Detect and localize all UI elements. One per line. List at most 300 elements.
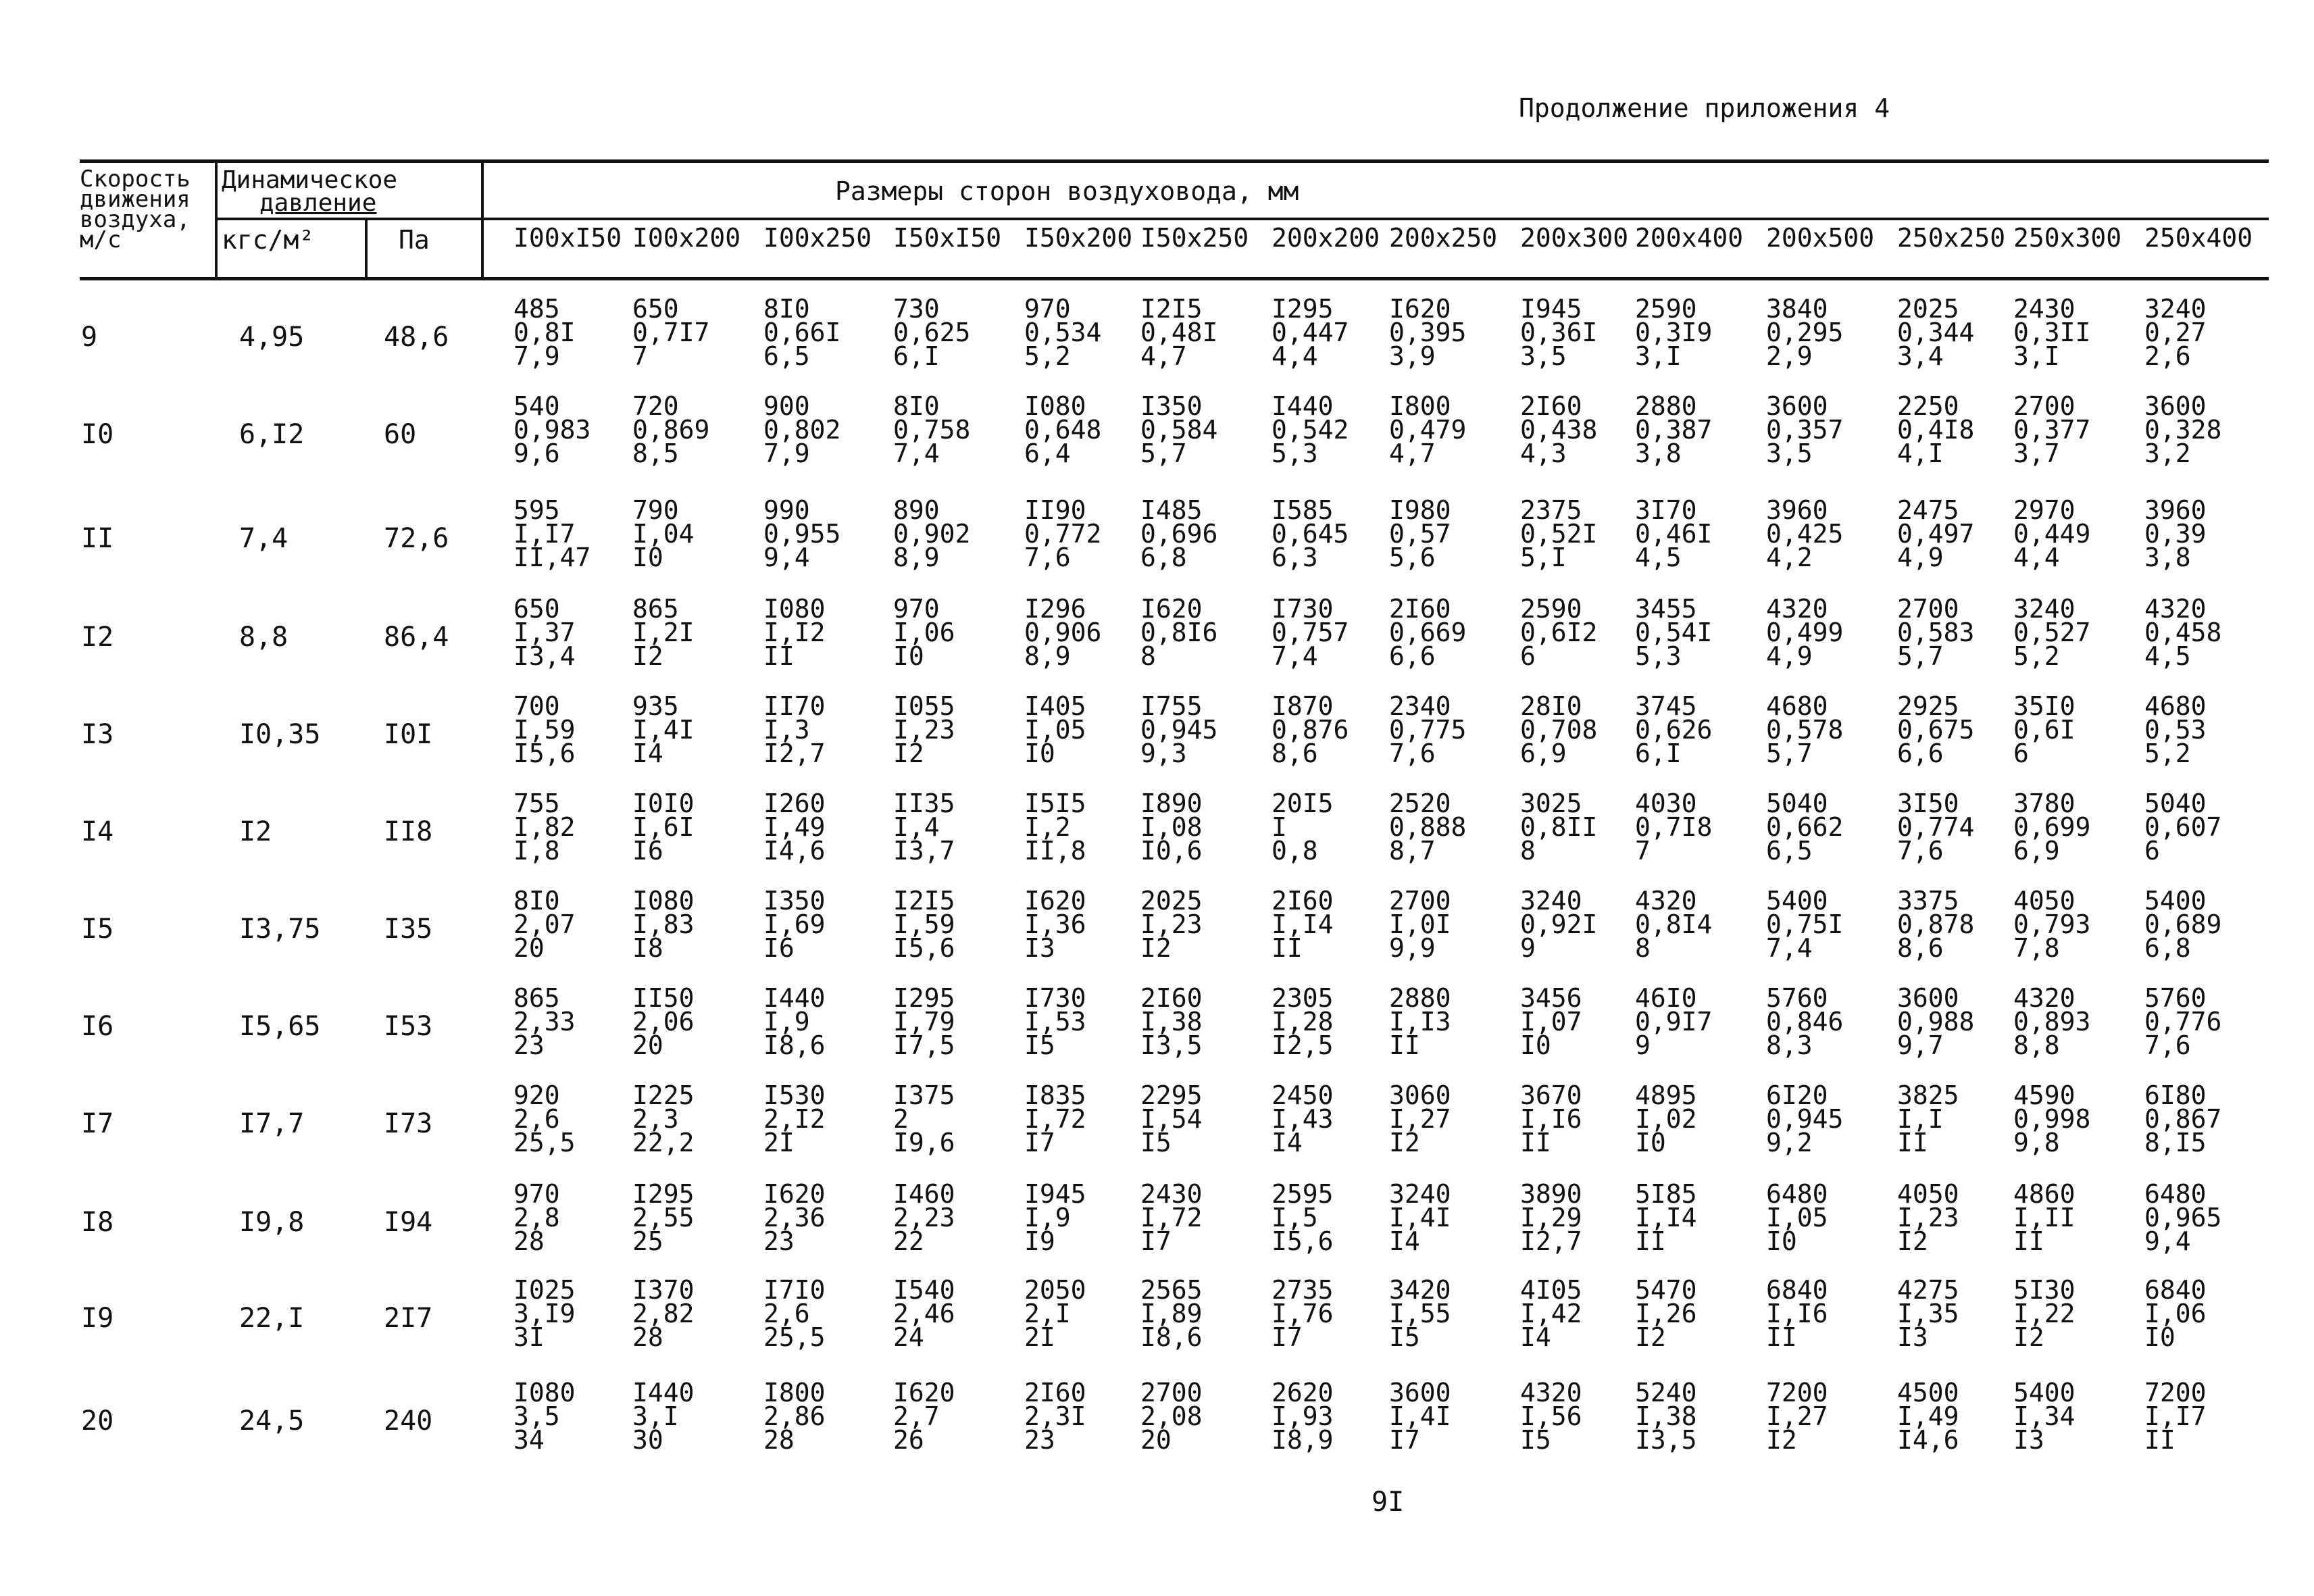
cell-value: 6,5 xyxy=(763,341,810,371)
cell-value: 5400 xyxy=(2013,1378,2076,1407)
speed-column-divider xyxy=(215,159,218,278)
cell-value: I8 xyxy=(632,933,663,963)
cell-value: II xyxy=(2144,1425,2175,1455)
table-cell xyxy=(1389,495,1451,572)
cell-value: 6 xyxy=(2013,739,2029,768)
cell-value: 9,3 xyxy=(1140,739,1187,768)
table-cell xyxy=(632,294,710,371)
cell-value: 7 xyxy=(1635,836,1651,866)
cell-value: 0,497 xyxy=(1897,519,1975,549)
cell-value: 5760 xyxy=(2144,983,2207,1013)
cell-value: 4500 xyxy=(1897,1378,1959,1407)
cell-value: 2,3 xyxy=(632,1104,679,1134)
table-cell xyxy=(763,294,841,371)
cell-value: 0,3I9 xyxy=(1635,318,1713,347)
table-cell xyxy=(1389,691,1467,768)
row-pa: I0I xyxy=(384,719,433,750)
cell-value: I,89 xyxy=(1140,1299,1203,1328)
row-kgf: I5,65 xyxy=(239,1011,321,1042)
cell-value: 2,3I xyxy=(1024,1401,1086,1431)
cell-value: 30 xyxy=(632,1425,663,1455)
continuation-title: Продолжение приложения 4 xyxy=(1519,93,1890,123)
table-cell xyxy=(1897,1080,1959,1157)
cell-value: II90 xyxy=(1024,495,1086,525)
cell-value: 3600 xyxy=(1766,391,1828,421)
cell-value: 3,8 xyxy=(1635,439,1682,468)
cell-value: 0,699 xyxy=(2013,812,2091,842)
table-cell xyxy=(1389,391,1467,468)
cell-value: 0,527 xyxy=(2013,618,2091,647)
cell-value: 0,776 xyxy=(2144,1007,2222,1037)
cell-value: 22 xyxy=(893,1226,924,1256)
cell-value: 0,4I8 xyxy=(1897,415,1975,445)
cell-value: I0,6 xyxy=(1140,836,1203,866)
column-header-size: 200x250 xyxy=(1389,223,1498,253)
cell-value: 6,4 xyxy=(1024,439,1071,468)
table-cell xyxy=(1140,1179,1203,1256)
cell-value: 46I0 xyxy=(1635,983,1697,1013)
table-cell xyxy=(1766,691,1844,768)
cell-value: 4320 xyxy=(1766,594,1828,624)
row-pa: II8 xyxy=(384,816,433,847)
cell-value: 5,6 xyxy=(1389,543,1436,572)
table-cell xyxy=(1766,1179,1828,1256)
cell-value: 990 xyxy=(763,495,810,525)
cell-value: 8I0 xyxy=(513,886,560,916)
unit-kgf-header: кгс/м² xyxy=(222,225,315,255)
cell-value: 2700 xyxy=(1140,1378,1203,1407)
cell-value: I8,9 xyxy=(1272,1425,1334,1455)
cell-value: I,4I xyxy=(1389,1203,1451,1232)
cell-value: I,I xyxy=(1897,1104,1944,1134)
cell-value: 700 xyxy=(513,691,560,721)
cell-value: 3,5 xyxy=(1766,439,1813,468)
table-cell xyxy=(2013,294,2091,371)
cell-value: 3780 xyxy=(2013,789,2076,818)
cell-value: II,8 xyxy=(1024,836,1086,866)
cell-value: 22,2 xyxy=(632,1128,695,1157)
cell-value: I0I0 xyxy=(632,789,695,818)
cell-value: I,27 xyxy=(1389,1104,1451,1134)
cell-value: 0,344 xyxy=(1897,318,1975,347)
cell-value: I6 xyxy=(632,836,663,866)
cell-value: I2I5 xyxy=(893,886,955,916)
cell-value: II70 xyxy=(763,691,826,721)
cell-value: I9 xyxy=(1024,1226,1055,1256)
cell-value: 2520 xyxy=(1389,789,1451,818)
row-kgf: I3,75 xyxy=(239,914,321,945)
cell-value: 6 xyxy=(1520,641,1536,671)
table-cell xyxy=(1766,1275,1828,1352)
cell-value: 4,5 xyxy=(2144,641,2191,671)
cell-value: I730 xyxy=(1272,594,1334,624)
cell-value: 5,I xyxy=(1520,543,1567,572)
cell-value: 6,3 xyxy=(1272,543,1318,572)
cell-value: 3600 xyxy=(1389,1378,1451,1407)
table-cell xyxy=(1520,594,1598,671)
cell-value: I440 xyxy=(763,983,826,1013)
cell-value: I,I6 xyxy=(1520,1104,1582,1134)
cell-value: 865 xyxy=(632,594,679,624)
cell-value: 0,357 xyxy=(1766,415,1844,445)
cell-value: I755 xyxy=(1140,691,1203,721)
cell-value: I945 xyxy=(1520,294,1582,324)
cell-value: 7,8 xyxy=(2013,933,2060,963)
table-cell xyxy=(1635,391,1713,468)
cell-value: 2700 xyxy=(2013,391,2076,421)
table-cell xyxy=(632,391,710,468)
cell-value: 3960 xyxy=(1766,495,1828,525)
table-cell xyxy=(632,1378,695,1455)
row-speed: I2 xyxy=(81,622,114,653)
cell-value: 3,8 xyxy=(2144,543,2191,572)
row-pa: 72,6 xyxy=(384,523,449,554)
cell-value: I5I5 xyxy=(1024,789,1086,818)
table-cell xyxy=(893,1179,955,1256)
cell-value: I2 xyxy=(2013,1322,2044,1352)
cell-value: I2,5 xyxy=(1272,1030,1334,1060)
cell-value: 0,758 xyxy=(893,415,971,445)
cell-value: 26 xyxy=(893,1425,924,1455)
column-header-size: I00xI50 xyxy=(513,223,622,253)
cell-value: I870 xyxy=(1272,691,1334,721)
cell-value: 35I0 xyxy=(2013,691,2076,721)
table-cell xyxy=(763,886,826,963)
cell-value: I485 xyxy=(1140,495,1203,525)
cell-value: 5,7 xyxy=(1140,439,1187,468)
table-cell xyxy=(1272,391,1349,468)
table-cell xyxy=(513,983,576,1060)
cell-value: I5 xyxy=(1389,1322,1420,1352)
table-cell xyxy=(1024,1080,1086,1157)
table-cell xyxy=(2013,1080,2091,1157)
cell-value: I,23 xyxy=(1140,909,1203,939)
cell-value: 9,8 xyxy=(2013,1128,2060,1157)
speed-header-line: движения xyxy=(80,186,191,213)
cell-value: 2450 xyxy=(1272,1080,1334,1110)
cell-value: 0,499 xyxy=(1766,618,1844,647)
page-number: 9I xyxy=(1372,1487,1405,1518)
cell-value: 0,945 xyxy=(1140,715,1218,745)
cell-value: 2700 xyxy=(1389,886,1451,916)
table-cell xyxy=(1140,1275,1203,1352)
table-cell xyxy=(1389,983,1451,1060)
cell-value: 3,5 xyxy=(513,1401,560,1431)
table-cell xyxy=(2013,691,2076,768)
cell-value: 8,6 xyxy=(1272,739,1318,768)
cell-value: 0,708 xyxy=(1520,715,1598,745)
cell-value: 2,82 xyxy=(632,1299,695,1328)
cell-value: 4320 xyxy=(2144,594,2207,624)
cell-value: 0,669 xyxy=(1389,618,1467,647)
table-cell xyxy=(1635,886,1713,963)
cell-value: 28I0 xyxy=(1520,691,1582,721)
cell-value: I080 xyxy=(513,1378,576,1407)
cell-value: 4,2 xyxy=(1766,543,1813,572)
cell-value: 0,542 xyxy=(1272,415,1349,445)
column-header-size: I50xI50 xyxy=(893,223,1002,253)
cell-value: 4,9 xyxy=(1766,641,1813,671)
cell-value: I3 xyxy=(1897,1322,1928,1352)
cell-value: 20 xyxy=(513,933,545,963)
pressure-column-divider xyxy=(365,218,368,278)
cell-value: II xyxy=(2013,1226,2044,1256)
cell-value: 5400 xyxy=(1766,886,1828,916)
table-cell xyxy=(1140,691,1218,768)
column-header-size: 200x500 xyxy=(1766,223,1875,253)
table-cell xyxy=(763,1179,826,1256)
table-cell xyxy=(513,1080,576,1157)
cell-value: 0,8I6 xyxy=(1140,618,1218,647)
cell-value: I,27 xyxy=(1766,1401,1828,1431)
cell-value: 3960 xyxy=(2144,495,2207,525)
cell-value: 0,893 xyxy=(2013,1007,2091,1037)
cell-value: 0,625 xyxy=(893,318,971,347)
table-cell xyxy=(893,1275,955,1352)
row-pa: 48,6 xyxy=(384,322,449,353)
cell-value: 3,I xyxy=(2013,341,2060,371)
table-cell xyxy=(1389,294,1467,371)
cell-value: 920 xyxy=(513,1080,560,1110)
cell-value: 6,9 xyxy=(2013,836,2060,866)
cell-value: 4I05 xyxy=(1520,1275,1582,1305)
cell-value: I,42 xyxy=(1520,1299,1582,1328)
cell-value: 4,3 xyxy=(1520,439,1567,468)
cell-value: 6,I xyxy=(1635,739,1682,768)
cell-value: 28 xyxy=(513,1226,545,1256)
column-header-size: 250x400 xyxy=(2144,223,2253,253)
cell-value: 6480 xyxy=(1766,1179,1828,1209)
cell-value: I9,6 xyxy=(893,1128,955,1157)
cell-value: 3455 xyxy=(1635,594,1697,624)
cell-value: 0,27 xyxy=(2144,318,2207,347)
row-speed: I0 xyxy=(81,419,114,450)
cell-value: 34 xyxy=(513,1425,545,1455)
cell-value: 3240 xyxy=(1520,886,1582,916)
row-speed: I6 xyxy=(81,1011,114,1042)
table-cell xyxy=(1897,886,1975,963)
cell-value: 0,53 xyxy=(2144,715,2207,745)
sizes-column-divider xyxy=(481,159,484,278)
column-header-size: 200x200 xyxy=(1272,223,1380,253)
cell-value: 2,36 xyxy=(763,1203,826,1232)
table-cell xyxy=(2013,983,2091,1060)
cell-value: I980 xyxy=(1389,495,1451,525)
cell-value: I,I7 xyxy=(2144,1401,2207,1431)
cell-value: I,4I xyxy=(1389,1401,1451,1431)
cell-value: I,I7 xyxy=(513,519,576,549)
cell-value: 0,377 xyxy=(2013,415,2091,445)
cell-value: 2430 xyxy=(1140,1179,1203,1209)
cell-value: I3,5 xyxy=(1635,1425,1697,1455)
cell-value: 890 xyxy=(893,495,940,525)
row-pa: 2I7 xyxy=(384,1303,433,1334)
cell-value: 2375 xyxy=(1520,495,1582,525)
cell-value: 6,8 xyxy=(1140,543,1187,572)
cell-value: I,49 xyxy=(1897,1401,1959,1431)
cell-value: 4,4 xyxy=(2013,543,2060,572)
table-cell xyxy=(893,1080,955,1157)
table-cell xyxy=(632,789,695,866)
cell-value: I,08 xyxy=(1140,812,1203,842)
dynamic-pressure-header: давление xyxy=(259,189,377,217)
table-cell xyxy=(1024,886,1086,963)
row-pa: I73 xyxy=(384,1108,433,1139)
cell-value: 2,33 xyxy=(513,1007,576,1037)
row-kgf: 24,5 xyxy=(239,1405,305,1437)
table-cell xyxy=(1897,294,1975,371)
cell-value: 3600 xyxy=(1897,983,1959,1013)
cell-value: 2I60 xyxy=(1389,594,1451,624)
cell-value: 3,4 xyxy=(1897,341,1944,371)
cell-value: 5I85 xyxy=(1635,1179,1697,1209)
table-cell xyxy=(513,691,576,768)
cell-value: 8,I5 xyxy=(2144,1128,2207,1157)
row-pa: I35 xyxy=(384,914,433,945)
table-cell xyxy=(1635,594,1713,671)
table-cell xyxy=(1520,294,1598,371)
cell-value: 3670 xyxy=(1520,1080,1582,1110)
table-cell xyxy=(763,1080,826,1157)
cell-value: 865 xyxy=(513,983,560,1013)
table-cell xyxy=(1140,886,1203,963)
table-cell xyxy=(513,1378,576,1455)
cell-value: I,38 xyxy=(1140,1007,1203,1037)
row-speed: II xyxy=(81,523,114,554)
cell-value: I,5 xyxy=(1272,1203,1318,1232)
table-cell xyxy=(513,886,576,963)
table-cell xyxy=(893,391,971,468)
cell-value: I440 xyxy=(632,1378,695,1407)
cell-value: I,22 xyxy=(2013,1299,2076,1328)
cell-value: I295 xyxy=(1272,294,1334,324)
cell-value: 2,07 xyxy=(513,909,576,939)
cell-value: 2620 xyxy=(1272,1378,1334,1407)
table-cell xyxy=(1024,691,1086,768)
cell-value: I,29 xyxy=(1520,1203,1582,1232)
table-cell xyxy=(1635,789,1713,866)
cell-value: I,23 xyxy=(1897,1203,1959,1232)
table-cell xyxy=(1520,391,1598,468)
cell-value: 8,5 xyxy=(632,439,679,468)
cell-value: 0,955 xyxy=(763,519,841,549)
cell-value: 3,5 xyxy=(1520,341,1567,371)
cell-value: I,3 xyxy=(763,715,810,745)
table-cell xyxy=(893,594,955,671)
cell-value: 3375 xyxy=(1897,886,1959,916)
table-cell xyxy=(1272,495,1349,572)
cell-value: I,06 xyxy=(2144,1299,2207,1328)
cell-value: I3,5 xyxy=(1140,1030,1203,1060)
cell-value: I,37 xyxy=(513,618,576,647)
cell-value: 0,295 xyxy=(1766,318,1844,347)
cell-value: 0,772 xyxy=(1024,519,1102,549)
table-cell xyxy=(2013,789,2091,866)
cell-value: 3,I xyxy=(632,1401,679,1431)
table-cell xyxy=(1140,391,1218,468)
cell-value: I5,6 xyxy=(893,933,955,963)
cell-value: I,07 xyxy=(1520,1007,1582,1037)
cell-value: 2025 xyxy=(1140,886,1203,916)
cell-value: 2430 xyxy=(2013,294,2076,324)
cell-value: 2,6 xyxy=(763,1299,810,1328)
column-header-size: I50x200 xyxy=(1024,223,1133,253)
cell-value: 0,48I xyxy=(1140,318,1218,347)
cell-value: I225 xyxy=(632,1080,695,1110)
table-cell xyxy=(1024,495,1102,572)
cell-value: 0,9I7 xyxy=(1635,1007,1713,1037)
table-cell xyxy=(1520,1275,1582,1352)
table-cell xyxy=(1272,983,1334,1060)
cell-value: I,43 xyxy=(1272,1104,1334,1134)
table-cell xyxy=(1766,294,1844,371)
row-pa: 240 xyxy=(384,1405,433,1437)
cell-value: I2 xyxy=(1635,1322,1666,1352)
cell-value: 2,06 xyxy=(632,1007,695,1037)
cell-value: 20I5 xyxy=(1272,789,1334,818)
table-cell xyxy=(893,1378,955,1455)
table-cell xyxy=(763,594,826,671)
cell-value: I440 xyxy=(1272,391,1334,421)
cell-value: 0,52I xyxy=(1520,519,1598,549)
table-cell xyxy=(1635,294,1713,371)
cell-value: I,93 xyxy=(1272,1401,1334,1431)
cell-value: I7 xyxy=(1389,1425,1420,1455)
cell-value: 7,4 xyxy=(1272,641,1318,671)
cell-value: 9,7 xyxy=(1897,1030,1944,1060)
cell-value: 6I20 xyxy=(1766,1080,1828,1110)
cell-value: 2 xyxy=(893,1104,909,1134)
cell-value: 0,988 xyxy=(1897,1007,1975,1037)
cell-value: 0,983 xyxy=(513,415,591,445)
table-cell xyxy=(2013,1275,2076,1352)
cell-value: 755 xyxy=(513,789,560,818)
cell-value: 2I60 xyxy=(1024,1378,1086,1407)
table-cell xyxy=(1897,983,1975,1060)
table-cell xyxy=(1766,983,1844,1060)
table-cell xyxy=(632,1275,695,1352)
cell-value: 8 xyxy=(1520,836,1536,866)
table-cell xyxy=(1389,886,1451,963)
cell-value: I,69 xyxy=(763,909,826,939)
cell-value: 7200 xyxy=(1766,1378,1828,1407)
cell-value: 2565 xyxy=(1140,1275,1203,1305)
cell-value: I,9 xyxy=(763,1007,810,1037)
table-cell xyxy=(2144,789,2222,866)
table-cell xyxy=(1024,789,1086,866)
cell-value: I,I6 xyxy=(1766,1299,1828,1328)
cell-value: 4,4 xyxy=(1272,341,1318,371)
cell-value: 7 xyxy=(632,341,648,371)
table-cell xyxy=(1389,1080,1451,1157)
cell-value: 25,5 xyxy=(763,1322,826,1352)
table-cell xyxy=(632,886,695,963)
cell-value: 0,479 xyxy=(1389,415,1467,445)
cell-value: II xyxy=(1635,1226,1666,1256)
table-cell xyxy=(1897,1378,1959,1455)
cell-value: I,36 xyxy=(1024,909,1086,939)
table-cell xyxy=(1520,983,1582,1060)
table-cell xyxy=(893,789,955,866)
cell-value: 0,46I xyxy=(1635,519,1713,549)
table-cell xyxy=(1766,594,1844,671)
cell-value: 0,75I xyxy=(1766,909,1844,939)
cell-value: 790 xyxy=(632,495,679,525)
cell-value: I,I4 xyxy=(1272,909,1334,939)
cell-value: I,56 xyxy=(1520,1401,1582,1431)
table-cell xyxy=(1520,1179,1582,1256)
cell-value: I375 xyxy=(893,1080,955,1110)
